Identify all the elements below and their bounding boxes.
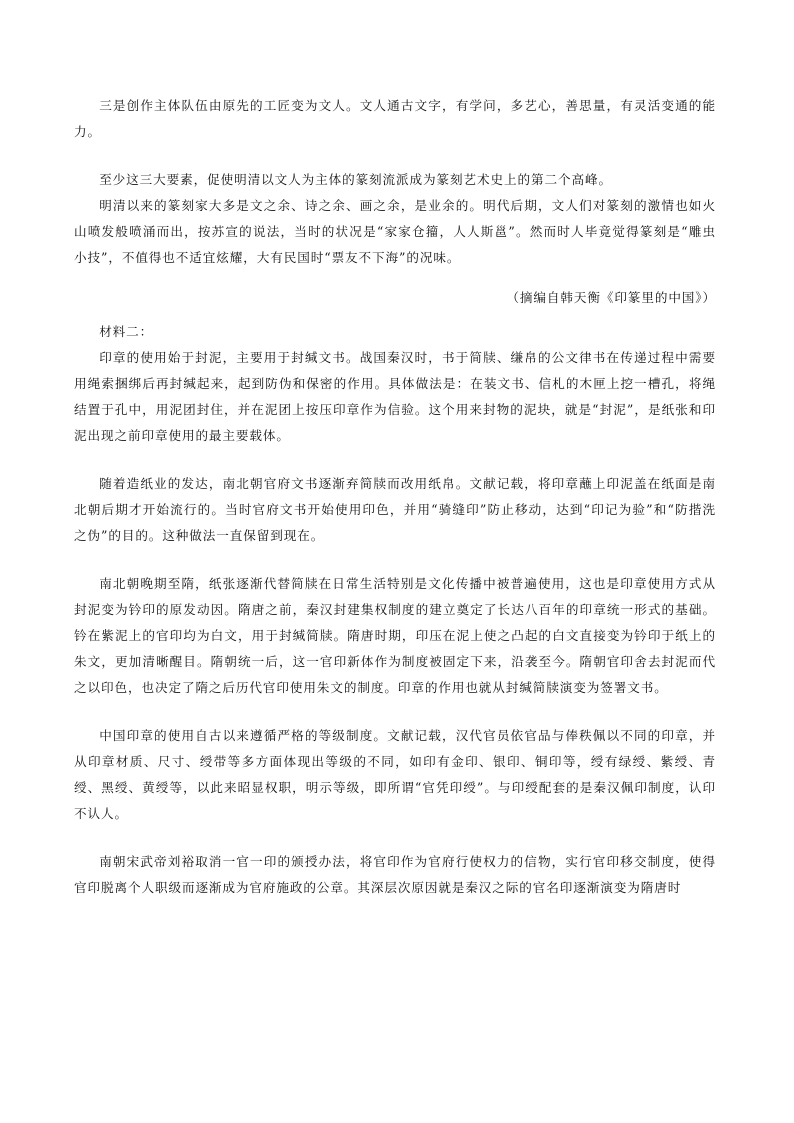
paragraph-liu-yu-reform: 南朝宋武帝刘裕取消一官一印的颁授办法，将官印作为官府行使权力的信物，实行官印移交制度，使得官印脱离个人职级而逐渐成为官府施政的公章。其深层次原因就是秦汉之际的官名印逐渐演变为隋唐时	[74, 854, 716, 895]
paragraph-ming-qing-seal-carvers: 明清以来的篆刻家大多是文之余、诗之余、画之余，是业余的。明代后期，文人们对篆刻的激情也如火山喷发般喷涌而出，按苏宣的说法，当时的状况是“家家仓籀，人人斯邕”。然而时人毕竟觉得篆刻是“雕虫小技”，不值得也不适宜炫耀，大有民国时“票友不下海”的况味。	[74, 198, 716, 265]
paragraph-sui-tang-seals: 南北朝晚期至隋，纸张逐渐代替简牍在日常生活特别是文化传播中被普遍使用，这也是印章使用方式从封泥变为钤印的原发动因。隋唐之前，秦汉封建集权制度的建立奠定了长达八百年的印章统一形式的基础。钤在紫泥上的官印均为白文，用于封缄简牍。隋唐时期，印压在泥上使之凸起的白文直接变为钤印于纸上的朱文，更加清晰醒目。隋朝统一后，这一官印新体作为制度被固定下来，沿袭至今。隋朝官印舍去封泥而代之以印色，也决定了隋之后历代官印使用朱文的制度。印章的作用也就从封缄简牍演变为签署文书。	[74, 576, 716, 695]
paragraph-three-factors-summary: 至少这三大要素，促使明清以文人为主体的篆刻流派成为篆刻艺术史上的第二个高峰。	[99, 172, 612, 187]
document-body	[74, 93, 716, 901]
paragraph-third-factor: 三是创作主体队伍由原先的工匠变为文人。文人通古文字，有学问，多艺心，善思量，有灵活变通的能力。	[74, 98, 716, 139]
paragraph-papermaking: 随着造纸业的发达，南北朝官府文书逐渐弃简牍而改用纸帛。文献记载，将印章蘸上印泥盖在纸面是南北朝后期才开始流行的。当时官府文书开始使用印色，并用“骑缝印”防止移动，达到“印记为验”和“防揩洗之伪”的目的。这种做法一直保留到现在。	[74, 476, 716, 543]
paragraph-sealing-clay: 印章的使用始于封泥，主要用于封缄文书。战国秦汉时，书于简牍、缣帛的公文律书在传递过程中需要用绳索捆绑后再封缄起来，起到防伪和保密的作用。具体做法是：在装文书、信札的木匣上挖一槽孔，将绳结置于孔中，用泥团封住，并在泥团上按压印章作为信验。这个用来封物的泥块，就是“封泥”，是纸张和印泥出现之前印章使用的最主要载体。	[74, 350, 716, 443]
material-two-label: 材料二：	[99, 324, 154, 339]
paragraph-hierarchy-system: 中国印章的使用自古以来遵循严格的等级制度。文献记载，汉代官员依官品与俸秩佩以不同的印章，并从印章材质、尺寸、绶带等多方面体现出等级的不同，如印有金印、银印、铜印等，绶有绿绶、紫绶、青绶、黑绶、黄绶等，以此来昭显权职，明示等级，即所谓“官凭印绶”。与印绶配套的是秦汉佩印制度，认印不认人。	[74, 728, 716, 821]
source-citation: （摘编自韩天衡《印篆里的中国》）	[506, 290, 716, 305]
